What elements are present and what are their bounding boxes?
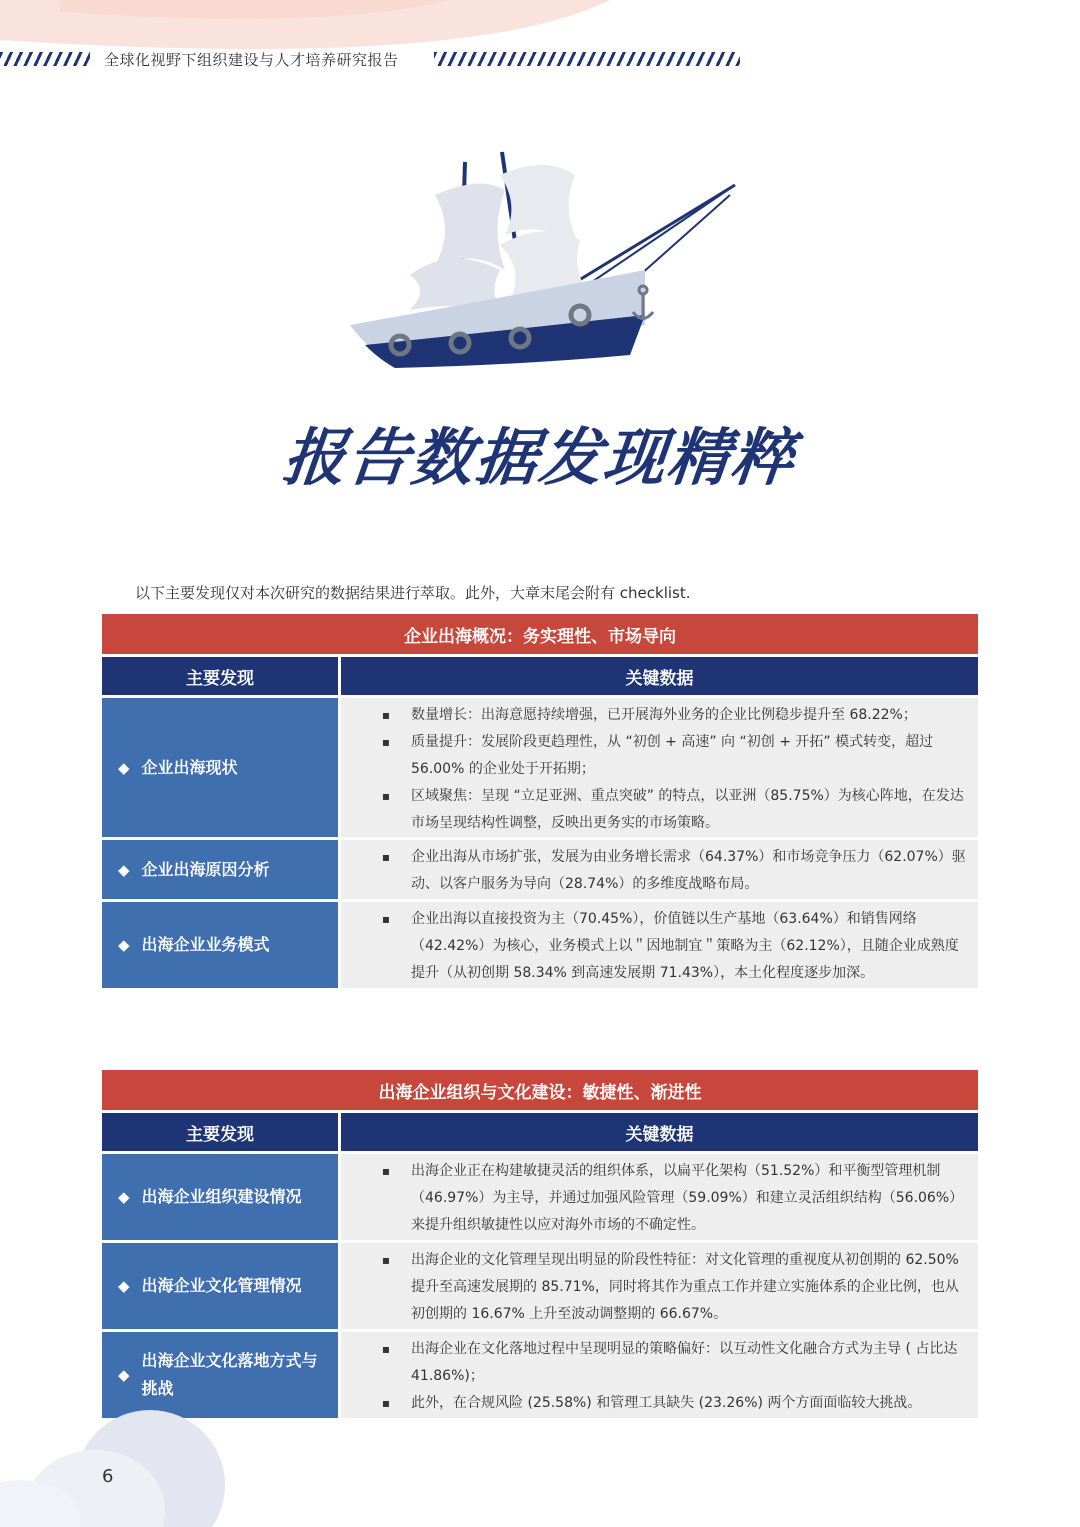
diamond-icon: ◆ bbox=[118, 758, 130, 777]
bullet-icon: ▪ bbox=[381, 912, 391, 926]
page-title: 报告数据发现精粹 bbox=[279, 421, 800, 494]
finding-label: 出海企业业务模式 bbox=[141, 935, 270, 954]
finding-cell bbox=[102, 902, 338, 988]
table-row bbox=[102, 1243, 978, 1329]
column-headers bbox=[102, 1113, 978, 1151]
section-organization-culture bbox=[102, 1070, 978, 1418]
bullet-icon: ▪ bbox=[381, 708, 391, 722]
data-cell bbox=[341, 1243, 978, 1329]
list-item bbox=[341, 702, 968, 729]
data-cell bbox=[341, 1332, 978, 1418]
table-row bbox=[102, 698, 978, 837]
data-cell bbox=[341, 902, 978, 988]
header-title: 全球化视野下组织建设与人才培养研究报告 bbox=[104, 51, 399, 69]
list-item bbox=[341, 1336, 968, 1390]
finding-label: 企业出海现状 bbox=[141, 757, 238, 777]
list-item bbox=[341, 783, 968, 837]
running-header bbox=[0, 44, 760, 74]
section-overview bbox=[102, 614, 978, 988]
list-item-text: 此外，在合规风险 (25.58%) 和管理工具缺失 (23.26%) 两个方面面临较大挑战。 bbox=[411, 1395, 922, 1411]
page-number: 6 bbox=[102, 1466, 114, 1487]
list-item bbox=[341, 729, 968, 783]
diamond-icon: ◆ bbox=[118, 1366, 130, 1384]
data-cell bbox=[341, 698, 978, 837]
bullet-icon: ▪ bbox=[381, 1253, 391, 1267]
table-row bbox=[102, 902, 978, 988]
list-item-text: 出海企业的文化管理呈现出明显的阶段性特征：对文化管理的重视度从初创期的 62.50% 提升至高速发展期的 85.71%，同时将其作为重点工作并建立实施体系的企业比例，也从初创期的 16.67% 上升至波动调整期的 66.67%。 bbox=[411, 1252, 959, 1322]
bullet-icon: ▪ bbox=[381, 1342, 391, 1356]
column-headers bbox=[102, 657, 978, 695]
list-item bbox=[341, 906, 968, 987]
bullet-icon: ▪ bbox=[381, 789, 391, 803]
list-item-text: 质量提升：发展阶段更趋理性，从 “初创 + 高速” 向 “初创 + 开拓” 模式转变，超过 56.00% 的企业处于开拓期； bbox=[411, 734, 934, 777]
list-item bbox=[341, 1158, 968, 1239]
table-row bbox=[102, 840, 978, 899]
list-item-text: 企业出海从市场扩张，发展为由业务增长需求（64.37%）和市场竞争压力（62.07%）驱动、以客户服务为导向（28.74%）的多维度战略布局。 bbox=[411, 849, 966, 892]
list-item-text: 数量增长：出海意愿持续增强，已开展海外业务的企业比例稳步提升至 68.22%； bbox=[411, 707, 917, 723]
section-title: 出海企业组织与文化建设：敏捷性、渐进性 bbox=[102, 1070, 978, 1110]
column-header-finding: 主要发现 bbox=[102, 657, 338, 695]
bullet-icon: ▪ bbox=[381, 850, 391, 864]
bullet-icon: ▪ bbox=[381, 1164, 391, 1178]
diamond-icon: ◆ bbox=[118, 860, 130, 879]
section-title: 企业出海概况：务实理性、市场导向 bbox=[102, 614, 978, 654]
finding-label: 出海企业文化管理情况 bbox=[141, 1276, 302, 1295]
finding-label: 出海企业组织建设情况 bbox=[141, 1187, 302, 1206]
bottom-decoration bbox=[0, 1390, 240, 1527]
bullet-icon: ▪ bbox=[381, 735, 391, 749]
finding-cell bbox=[102, 840, 338, 899]
list-item bbox=[341, 1390, 968, 1417]
list-item-text: 出海企业正在构建敏捷灵活的组织体系，以扁平化架构（51.52%）和平衡型管理机制（46.97%）为主导，并通过加强风险管理（59.09%）和建立灵活组织结构（56.06%）来提升组织敏捷性以应对海外市场的不确定性。 bbox=[411, 1163, 964, 1233]
list-item bbox=[341, 844, 968, 898]
finding-cell bbox=[102, 1154, 338, 1240]
intro-text: 以下主要发现仅对本次研究的数据结果进行萃取。此外，大章末尾会附有 checklist. bbox=[135, 584, 691, 602]
list-item-text: 出海企业在文化落地过程中呈现明显的策略偏好：以互动性文化融合方式为主导 ( 占比达 41.86%)； bbox=[411, 1341, 958, 1384]
finding-cell bbox=[102, 1243, 338, 1329]
list-item bbox=[341, 1247, 968, 1328]
column-header-data: 关键数据 bbox=[341, 1113, 978, 1151]
table-row bbox=[102, 1154, 978, 1240]
data-cell bbox=[341, 840, 978, 899]
list-item-text: 企业出海以直接投资为主（70.45%），价值链以生产基地（63.64%）和销售网络（42.42%）为核心，业务模式上以＂因地制宜＂策略为主（62.12%），且随企业成熟度提升（从初创期 58.34% 到高速发展期 71.43%），本土化程度逐步加深。 bbox=[411, 911, 959, 981]
header-hatch-right bbox=[434, 52, 740, 66]
finding-label: 企业出海原因分析 bbox=[141, 859, 270, 879]
header-hatch-left bbox=[0, 52, 90, 66]
column-header-data: 关键数据 bbox=[341, 657, 978, 695]
diamond-icon: ◆ bbox=[118, 1188, 130, 1206]
bullet-icon: ▪ bbox=[381, 1396, 391, 1410]
column-header-finding: 主要发现 bbox=[102, 1113, 338, 1151]
list-item-text: 区域聚焦：呈现 “立足亚洲、重点突破” 的特点，以亚洲（85.75%）为核心阵地，在发达市场呈现结构性调整，反映出更务实的市场策略。 bbox=[411, 788, 964, 831]
finding-label: 出海企业文化落地方式与挑战 bbox=[141, 1351, 318, 1398]
diamond-icon: ◆ bbox=[118, 936, 130, 954]
diamond-icon: ◆ bbox=[118, 1277, 130, 1295]
sailing-ship-illustration bbox=[340, 150, 750, 380]
data-cell bbox=[341, 1154, 978, 1240]
finding-cell bbox=[102, 698, 338, 837]
